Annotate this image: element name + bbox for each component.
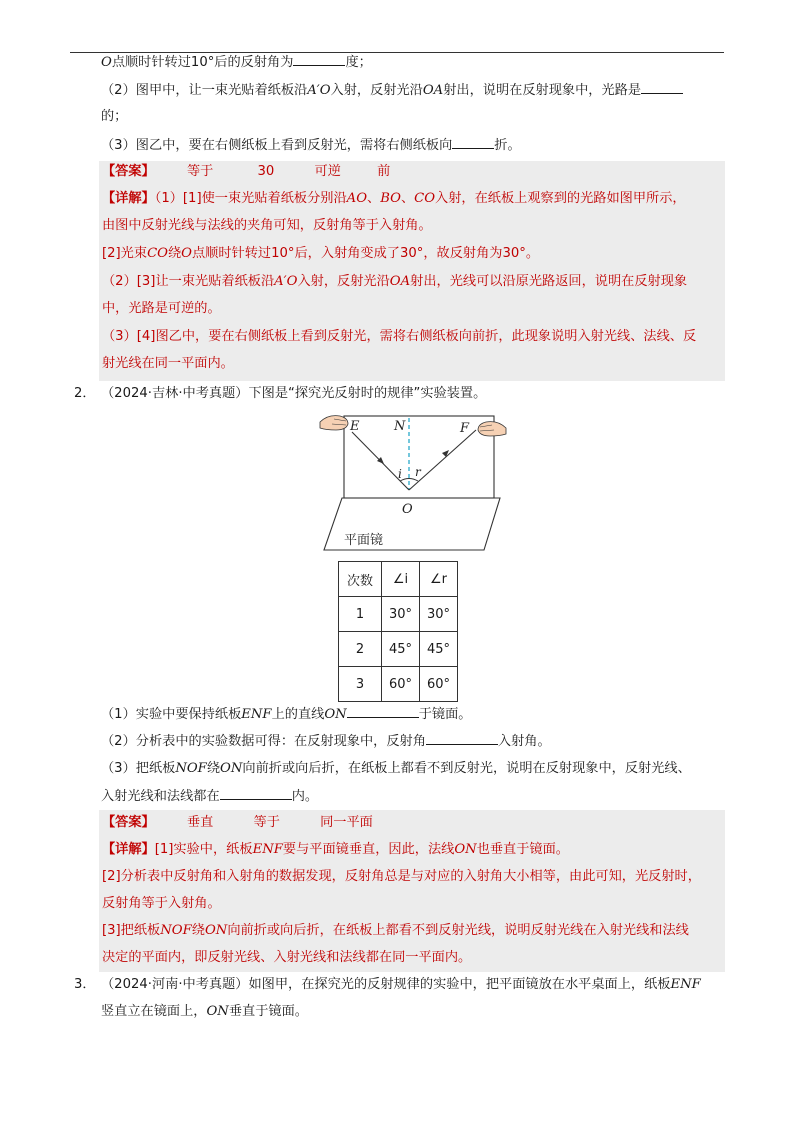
detail-text: 绕 bbox=[167, 246, 182, 261]
q1-l2-text: （2）图甲中，让一束光贴着纸板沿 bbox=[101, 83, 308, 98]
q2-s4-text2: 内。 bbox=[291, 789, 319, 804]
q3-line-2 bbox=[101, 1002, 308, 1022]
table-cell: 30° bbox=[420, 597, 458, 632]
label-i: i bbox=[398, 467, 402, 481]
data-table bbox=[338, 561, 458, 702]
q2-sub-1 bbox=[101, 704, 471, 725]
q3-l2-sym: ON bbox=[206, 1004, 229, 1019]
detail-sym: A′O bbox=[274, 274, 298, 289]
table-header: 次数 bbox=[339, 562, 382, 597]
answer-value: 等于 bbox=[186, 164, 214, 179]
table-row bbox=[339, 597, 458, 632]
q2-detail-line-3: 反射角等于入射角。 bbox=[102, 896, 221, 911]
label-f: F bbox=[460, 421, 470, 436]
q2-detail-line-5: 决定的平面内，即反射光线、入射光线和法线都在同一平面内。 bbox=[102, 950, 472, 965]
q2-detail-line-4 bbox=[102, 921, 689, 941]
q1-answer-block bbox=[99, 161, 725, 381]
q3-line-1 bbox=[101, 975, 701, 995]
detail-text: 绕 bbox=[191, 923, 205, 938]
q3-l1-sym: ENF bbox=[670, 977, 701, 992]
answer-tag: 【答案】 bbox=[102, 164, 155, 179]
q2-s3-sym2: ON bbox=[220, 761, 243, 776]
detail-sym: CO bbox=[414, 191, 436, 206]
table-row bbox=[339, 632, 458, 667]
q1-line-3: 的； bbox=[101, 109, 128, 124]
detail-text: [2]光束 bbox=[102, 246, 148, 261]
detail-sym: O bbox=[181, 246, 192, 261]
table-cell: 1 bbox=[339, 597, 382, 632]
q1-line-4 bbox=[101, 135, 521, 156]
answer-blank[interactable] bbox=[452, 135, 494, 149]
mirror-label: 平面镜 bbox=[344, 533, 384, 548]
q2-s1-sym2: ON bbox=[324, 707, 347, 722]
table-cell: 30° bbox=[382, 597, 420, 632]
detail-text: （1）[1]使一束光贴着纸板分别沿 bbox=[154, 191, 347, 206]
q1-l2-text3: 射出，说明在反射现象中，光路是 bbox=[443, 83, 642, 98]
q1-l1-point: O bbox=[101, 55, 112, 70]
q2-s3-text2: 绕 bbox=[206, 761, 221, 776]
q2-s2-text: （2）分析表中的实验数据可得：在反射现象中，反射角 bbox=[101, 734, 426, 749]
detail-text: 要与平面镜垂直，因此，法线 bbox=[282, 842, 455, 857]
label-r: r bbox=[415, 465, 421, 479]
detail-sym: OA bbox=[389, 274, 411, 289]
answer-value: 等于 bbox=[253, 815, 280, 830]
q1-line-1 bbox=[101, 52, 372, 73]
detail-text: [3]把纸板 bbox=[102, 923, 161, 938]
detail-text: 入射，在纸板上观察到的光路如图甲所示， bbox=[435, 191, 686, 206]
table-cell: 60° bbox=[420, 667, 458, 702]
detail-text: 向前折或向后折，在纸板上都看不到反射光线，说明反射光线在入射光线和法线 bbox=[227, 923, 689, 938]
table-cell: 3 bbox=[339, 667, 382, 702]
question-number: 2． bbox=[74, 386, 96, 401]
table-cell: 45° bbox=[420, 632, 458, 667]
table-cell: 60° bbox=[382, 667, 420, 702]
question-number: 3． bbox=[74, 977, 96, 992]
table-cell: 45° bbox=[382, 632, 420, 667]
detail-sym: AO bbox=[346, 191, 368, 206]
answer-blank[interactable] bbox=[641, 80, 683, 94]
reflection-apparatus-figure bbox=[318, 406, 508, 554]
q1-detail-line-4 bbox=[102, 272, 687, 292]
q1-detail-line-7: 射光线在同一平面内。 bbox=[102, 356, 234, 371]
q2-detail-line-2: [2]分析表中反射角和入射角的数据发现，反射角总是与对应的入射角大小相等，由此可知，光反射时， bbox=[102, 869, 701, 884]
q2-s1-text3: 于镜面。 bbox=[418, 707, 472, 722]
q1-line-2 bbox=[101, 80, 683, 101]
q2-s3-sym: NOF bbox=[175, 761, 207, 776]
q1-l2-text2: 入射，反射光沿 bbox=[330, 83, 423, 98]
label-e: E bbox=[350, 419, 360, 434]
detail-sym: NOF bbox=[160, 923, 192, 938]
q2-s3-text3: 向前折或向后折，在纸板上都看不到反射光，说明在反射现象中，反射光线、 bbox=[242, 761, 691, 776]
table-header-row bbox=[339, 562, 458, 597]
q2-s2-text2: 入射角。 bbox=[497, 734, 551, 749]
answer-blank[interactable] bbox=[293, 52, 345, 66]
q2-sub-3 bbox=[101, 759, 691, 779]
label-n: N bbox=[394, 419, 406, 434]
detail-text: [1]实验中，纸板 bbox=[154, 842, 253, 857]
detail-text: 也垂直于镜面。 bbox=[476, 842, 569, 857]
q1-detail-line-2: 由图中反射光线与法线的夹角可知，反射角等于入射角。 bbox=[102, 218, 432, 233]
answer-value: 垂直 bbox=[186, 815, 214, 830]
table-header: ∠r bbox=[420, 562, 458, 597]
answer-value: 可逆 bbox=[314, 164, 341, 179]
answer-tag: 【答案】 bbox=[102, 815, 155, 830]
left-hand-icon bbox=[320, 416, 348, 430]
q2-answer-line bbox=[102, 813, 373, 833]
answer-value: 同一平面 bbox=[320, 815, 373, 830]
detail-sym: ENF bbox=[252, 842, 283, 857]
q1-l4-text: （3）图乙中，要在右侧纸板上看到反射光，需将右侧纸板向 bbox=[101, 138, 453, 153]
detail-text: 射出，光线可以沿原光路返回，说明在反射现象 bbox=[410, 274, 688, 289]
table-row bbox=[339, 667, 458, 702]
detail-text: （2）[3]让一束光贴着纸板沿 bbox=[102, 274, 275, 289]
q2-s4-text: 入射光线和法线都在 bbox=[101, 789, 220, 804]
answer-value: 前 bbox=[377, 164, 391, 179]
detail-sym: ON bbox=[204, 923, 228, 938]
detail-tag: 【详解】 bbox=[102, 191, 155, 206]
q3-l2-text: 竖直立在镜面上， bbox=[101, 1004, 207, 1019]
q2-s1-text2: 上的直线 bbox=[271, 707, 325, 722]
q3-l1-text: （2024·河南·中考真题）如图甲，在探究光的反射规律的实验中，把平面镜放在水平桌面上，纸板 bbox=[101, 977, 671, 992]
answer-blank[interactable] bbox=[426, 731, 498, 745]
q2-stem: （2024·吉林·中考真题）下图是“探究光反射时的规律”实验装置。 bbox=[101, 386, 487, 401]
answer-blank[interactable] bbox=[220, 786, 292, 800]
detail-sym: CO bbox=[147, 246, 168, 261]
detail-text: 、 bbox=[400, 191, 415, 206]
right-hand-icon bbox=[478, 422, 506, 436]
q1-l4-text2: 折。 bbox=[494, 138, 521, 153]
q1-l1-unit: 度； bbox=[345, 55, 372, 70]
q2-s1-text: （1）实验中要保持纸板 bbox=[101, 707, 242, 722]
q2-detail-line-1 bbox=[102, 840, 569, 860]
detail-text: 点顺时针转过10°后，入射角变成了30°，故反射角为30°。 bbox=[191, 246, 540, 261]
detail-sym: ON bbox=[454, 842, 477, 857]
answer-blank[interactable] bbox=[347, 704, 419, 718]
q1-l1-text: 点顺时针转过10°后的反射角为 bbox=[111, 55, 294, 70]
q2-sub-2 bbox=[101, 731, 551, 752]
q1-detail-line-3 bbox=[102, 244, 539, 264]
answer-value: 30 bbox=[257, 164, 275, 179]
q1-detail-line-5: 中，光路是可逆的。 bbox=[102, 301, 221, 316]
q1-l2-sym: A′O bbox=[307, 83, 331, 98]
detail-text: 入射，反射光沿 bbox=[297, 274, 390, 289]
q1-detail-line-6: （3）[4]图乙中，要在右侧纸板上看到反射光，需将右侧纸板向前折，此现象说明入射光线、法线、反 bbox=[102, 329, 697, 344]
q3-l2-text2: 垂直于镜面。 bbox=[228, 1004, 308, 1019]
q2-answer-block bbox=[99, 810, 725, 972]
q2-s3-text: （3）把纸板 bbox=[101, 761, 176, 776]
detail-sym: BO bbox=[380, 191, 401, 206]
q1-detail-line-1 bbox=[102, 189, 686, 209]
table-header: ∠i bbox=[382, 562, 420, 597]
detail-tag: 【详解】 bbox=[102, 842, 155, 857]
detail-text: 、 bbox=[367, 191, 381, 206]
q1-answer-line bbox=[102, 162, 390, 182]
q1-l2-sym2: OA bbox=[422, 83, 444, 98]
table-cell: 2 bbox=[339, 632, 382, 667]
paper-board bbox=[344, 416, 494, 498]
q2-sub-4 bbox=[101, 786, 318, 807]
label-o: O bbox=[402, 502, 413, 517]
q2-s1-sym: ENF bbox=[241, 707, 272, 722]
